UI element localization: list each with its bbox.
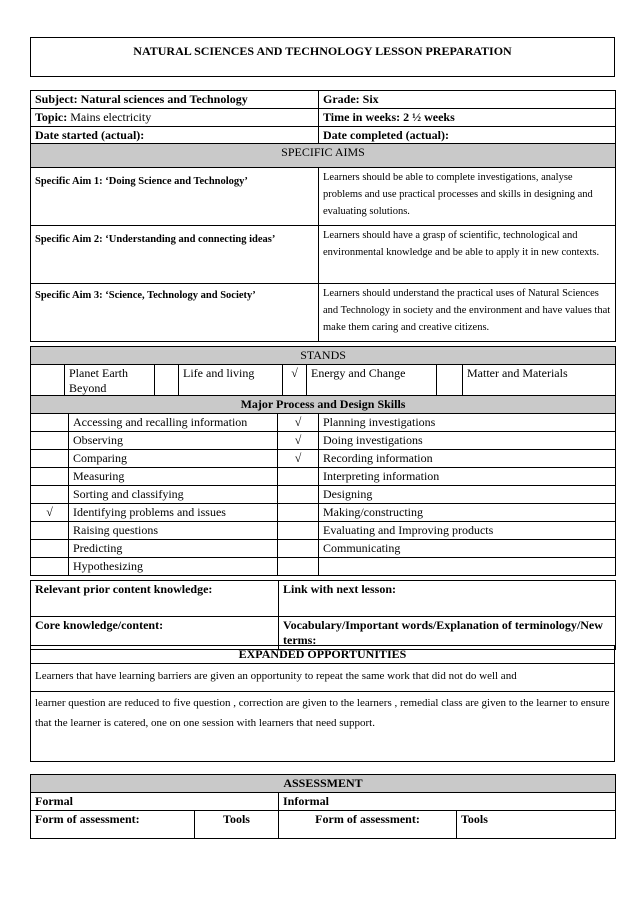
skill-row <box>31 450 616 468</box>
skill-right-check <box>278 504 319 522</box>
specific-aims-heading: SPECIFIC AIMS <box>31 144 616 168</box>
skill-right-label: Doing investigations <box>319 432 616 450</box>
skill-right-check: √ <box>278 450 319 468</box>
skill-row <box>31 486 616 504</box>
skill-right-label: Evaluating and Improving products <box>319 522 616 540</box>
time-cell: Time in weeks: 2 ½ weeks <box>319 109 616 127</box>
skill-left-label: Sorting and classifying <box>69 486 278 504</box>
aim-1-label: Specific Aim 1: ‘Doing Science and Technology’ <box>31 168 319 226</box>
assessment-table <box>30 774 616 839</box>
skill-right-label: Designing <box>319 486 616 504</box>
skill-row <box>31 468 616 486</box>
skill-row <box>31 558 616 576</box>
skill-left-check <box>31 540 69 558</box>
skill-row <box>31 504 616 522</box>
specific-aims-table <box>30 143 616 342</box>
skill-right-label: Making/constructing <box>319 504 616 522</box>
aim-3-label: Specific Aim 3: ‘Science, Technology and Society’ <box>31 284 319 342</box>
skill-left-label: Raising questions <box>69 522 278 540</box>
skill-left-check <box>31 432 69 450</box>
skill-row <box>31 432 616 450</box>
expanded-line-1: Learners that have learning barriers are given an opportunity to repeat the same work that did not do well and <box>31 664 615 692</box>
expanded-table <box>30 645 615 762</box>
skills-table <box>30 395 616 576</box>
skills-heading: Major Process and Design Skills <box>31 396 616 414</box>
skill-right-label <box>319 558 616 576</box>
skill-right-label: Interpreting information <box>319 468 616 486</box>
skill-right-check <box>278 522 319 540</box>
aim-2-label: Specific Aim 2: ‘Understanding and connecting ideas’ <box>31 226 319 284</box>
aim-3-text: Learners should understand the practical uses of Natural Sciences and Technology in society and the environment and have values that make them caring and creative citizens. <box>319 284 616 342</box>
skill-right-label: Recording information <box>319 450 616 468</box>
informal-label: Informal <box>279 793 616 811</box>
strands-heading: STANDS <box>31 347 616 365</box>
grade-cell: Grade: Six <box>319 91 616 109</box>
strand-check <box>155 365 179 398</box>
skill-left-label: Observing <box>69 432 278 450</box>
skill-row <box>31 540 616 558</box>
skill-left-label: Hypothesizing <box>69 558 278 576</box>
strand-check: √ <box>283 365 307 398</box>
skill-right-check: √ <box>278 432 319 450</box>
aim-1-text: Learners should be able to complete investigations, analyse problems and use practical processes and skills in designing and evaluating solutions. <box>319 168 616 226</box>
formal-form-label: Form of assessment: <box>31 811 195 839</box>
skill-right-check <box>278 486 319 504</box>
skill-left-check <box>31 522 69 540</box>
skill-left-label: Accessing and recalling information <box>69 414 278 432</box>
skill-left-label: Predicting <box>69 540 278 558</box>
time-value: 2 ½ weeks <box>403 110 455 124</box>
subject-value: Natural sciences and Technology <box>80 92 248 106</box>
expanded-line-2: learner question are reduced to five question , correction are given to the learners , remedial class are given to the learner to ensure that the learner is catered, one on one session with learners that need support. <box>31 692 615 762</box>
aim-2-text: Learners should have a grasp of scientific, technological and environmental knowledge and be able to apply it in new contexts. <box>319 226 616 284</box>
info-table <box>30 90 616 145</box>
vocabulary-label: Vocabulary/Important words/Explanation of terminology/New terms: <box>279 617 616 650</box>
subject-cell: Subject: Natural sciences and Technology <box>31 91 319 109</box>
skill-left-check <box>31 450 69 468</box>
expanded-heading: EXPANDED OPPORTUNITIES <box>31 646 615 664</box>
skill-right-check: √ <box>278 414 319 432</box>
skill-left-label: Measuring <box>69 468 278 486</box>
skill-row <box>31 414 616 432</box>
strands-table <box>30 346 616 398</box>
strand-check <box>437 365 463 398</box>
formal-tools-label: Tools <box>195 811 279 839</box>
skill-right-label: Planning investigations <box>319 414 616 432</box>
skill-left-check <box>31 558 69 576</box>
skill-left-check <box>31 414 69 432</box>
knowledge-table <box>30 580 616 650</box>
page-title: NATURAL SCIENCES AND TECHNOLOGY LESSON PREPARATION <box>133 44 512 58</box>
grade-value: Six <box>362 92 379 106</box>
skill-right-check <box>278 558 319 576</box>
skill-left-check <box>31 486 69 504</box>
strand-check <box>31 365 65 398</box>
date-started-cell: Date started (actual): <box>31 127 319 145</box>
skill-left-check <box>31 468 69 486</box>
skill-left-label: Identifying problems and issues <box>69 504 278 522</box>
topic-value: Mains electricity <box>70 110 152 124</box>
skill-right-label: Communicating <box>319 540 616 558</box>
strand-label: Planet Earth Beyond <box>65 365 155 398</box>
strand-label: Matter and Materials <box>463 365 616 398</box>
skill-left-label: Comparing <box>69 450 278 468</box>
assessment-heading: ASSESSMENT <box>31 775 616 793</box>
formal-label: Formal <box>31 793 279 811</box>
core-knowledge-label: Core knowledge/content: <box>31 617 279 650</box>
skill-left-check: √ <box>31 504 69 522</box>
strand-label: Energy and Change <box>307 365 437 398</box>
skill-right-check <box>278 468 319 486</box>
informal-form-label: Form of assessment: <box>279 811 457 839</box>
title-box <box>30 37 615 77</box>
link-next-lesson-label: Link with next lesson: <box>279 581 616 617</box>
skill-row <box>31 522 616 540</box>
topic-cell: Topic: Mains electricity <box>31 109 319 127</box>
date-completed-cell: Date completed (actual): <box>319 127 616 145</box>
informal-tools-label: Tools <box>457 811 616 839</box>
skill-right-check <box>278 540 319 558</box>
prior-knowledge-label: Relevant prior content knowledge: <box>31 581 279 617</box>
strand-label: Life and living <box>179 365 283 398</box>
